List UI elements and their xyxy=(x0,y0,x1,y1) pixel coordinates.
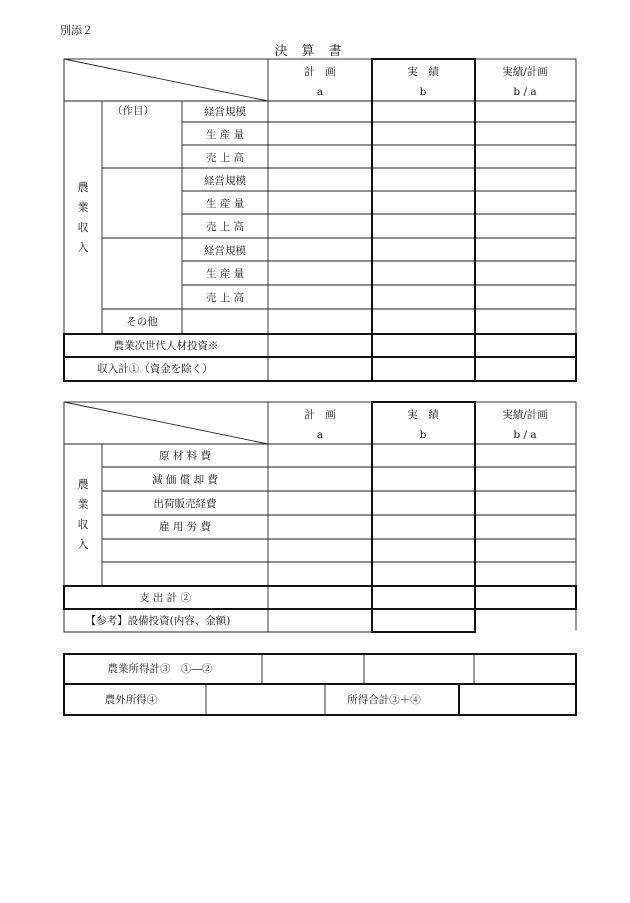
t2-row-materials: 原 材 料 費 xyxy=(158,450,212,462)
t2-row-shipping: 出荷販売経費 xyxy=(153,498,217,510)
t1-crop-label: （作目） xyxy=(112,105,154,117)
table1-diagonal xyxy=(64,59,268,101)
t1-row-sales: 売 上 高 xyxy=(205,221,245,233)
table2-diagonal xyxy=(64,402,268,444)
t2-header-ratio-sub: b / a xyxy=(513,429,537,441)
t1-header-plan: 計 画 xyxy=(304,66,336,78)
t1-row-sales: 売 上 高 xyxy=(205,152,245,164)
t2-row-depreciation: 減 価 償 却 費 xyxy=(152,474,218,486)
t1-row-sales: 売 上 高 xyxy=(205,292,245,304)
t1-row-scale: 経営規模 xyxy=(204,245,246,257)
t3-non-farm-income-label: 農外所得④ xyxy=(104,694,158,706)
t1-row-scale: 経営規模 xyxy=(204,175,246,187)
t1-other-label: その他 xyxy=(126,316,158,328)
t1-row-scale: 経営規模 xyxy=(204,106,246,118)
t2-row-labor: 雇 用 労 費 xyxy=(158,521,212,533)
t2-header-actual: 実 績 xyxy=(407,409,439,421)
document-title: 決算書 xyxy=(274,44,356,59)
t2-header-plan: 計 画 xyxy=(304,409,336,421)
t1-header-ratio: 実績/計画 xyxy=(502,66,548,78)
t1-header-actual-sub: b xyxy=(419,86,427,98)
t1-header-plan-sub: a xyxy=(316,86,324,98)
t1-section-label: 農 業 収 入 xyxy=(77,181,89,254)
t2-header-actual-sub: b xyxy=(419,429,427,441)
t3-farm-income-label: 農業所得計③ ①―② xyxy=(107,663,213,675)
t3-total-income-label: 所得合計③＋④ xyxy=(347,694,421,706)
t1-header-ratio-sub: b / a xyxy=(513,86,537,98)
t1-investment-label: 農業次世代人材投資※ xyxy=(113,340,219,352)
table1-actual-column xyxy=(372,59,475,381)
t1-row-production: 生 産 量 xyxy=(205,129,245,141)
t2-section-label: 農 業 収 入 xyxy=(77,478,89,551)
t2-header-plan-sub: a xyxy=(316,429,324,441)
t1-row-production: 生 産 量 xyxy=(205,198,245,210)
t2-reference-label: 【参考】設備投資(内容、金額) xyxy=(85,615,231,627)
attachment-label: 別添２ xyxy=(60,24,93,37)
t1-row-production: 生 産 量 xyxy=(205,268,245,280)
t1-total-label: 収入計①（資金を除く） xyxy=(97,363,213,375)
t2-header-ratio: 実績/計画 xyxy=(502,409,548,421)
t1-header-actual: 実 績 xyxy=(407,66,439,78)
t2-total-label: 支 出 計 ② xyxy=(138,592,192,604)
